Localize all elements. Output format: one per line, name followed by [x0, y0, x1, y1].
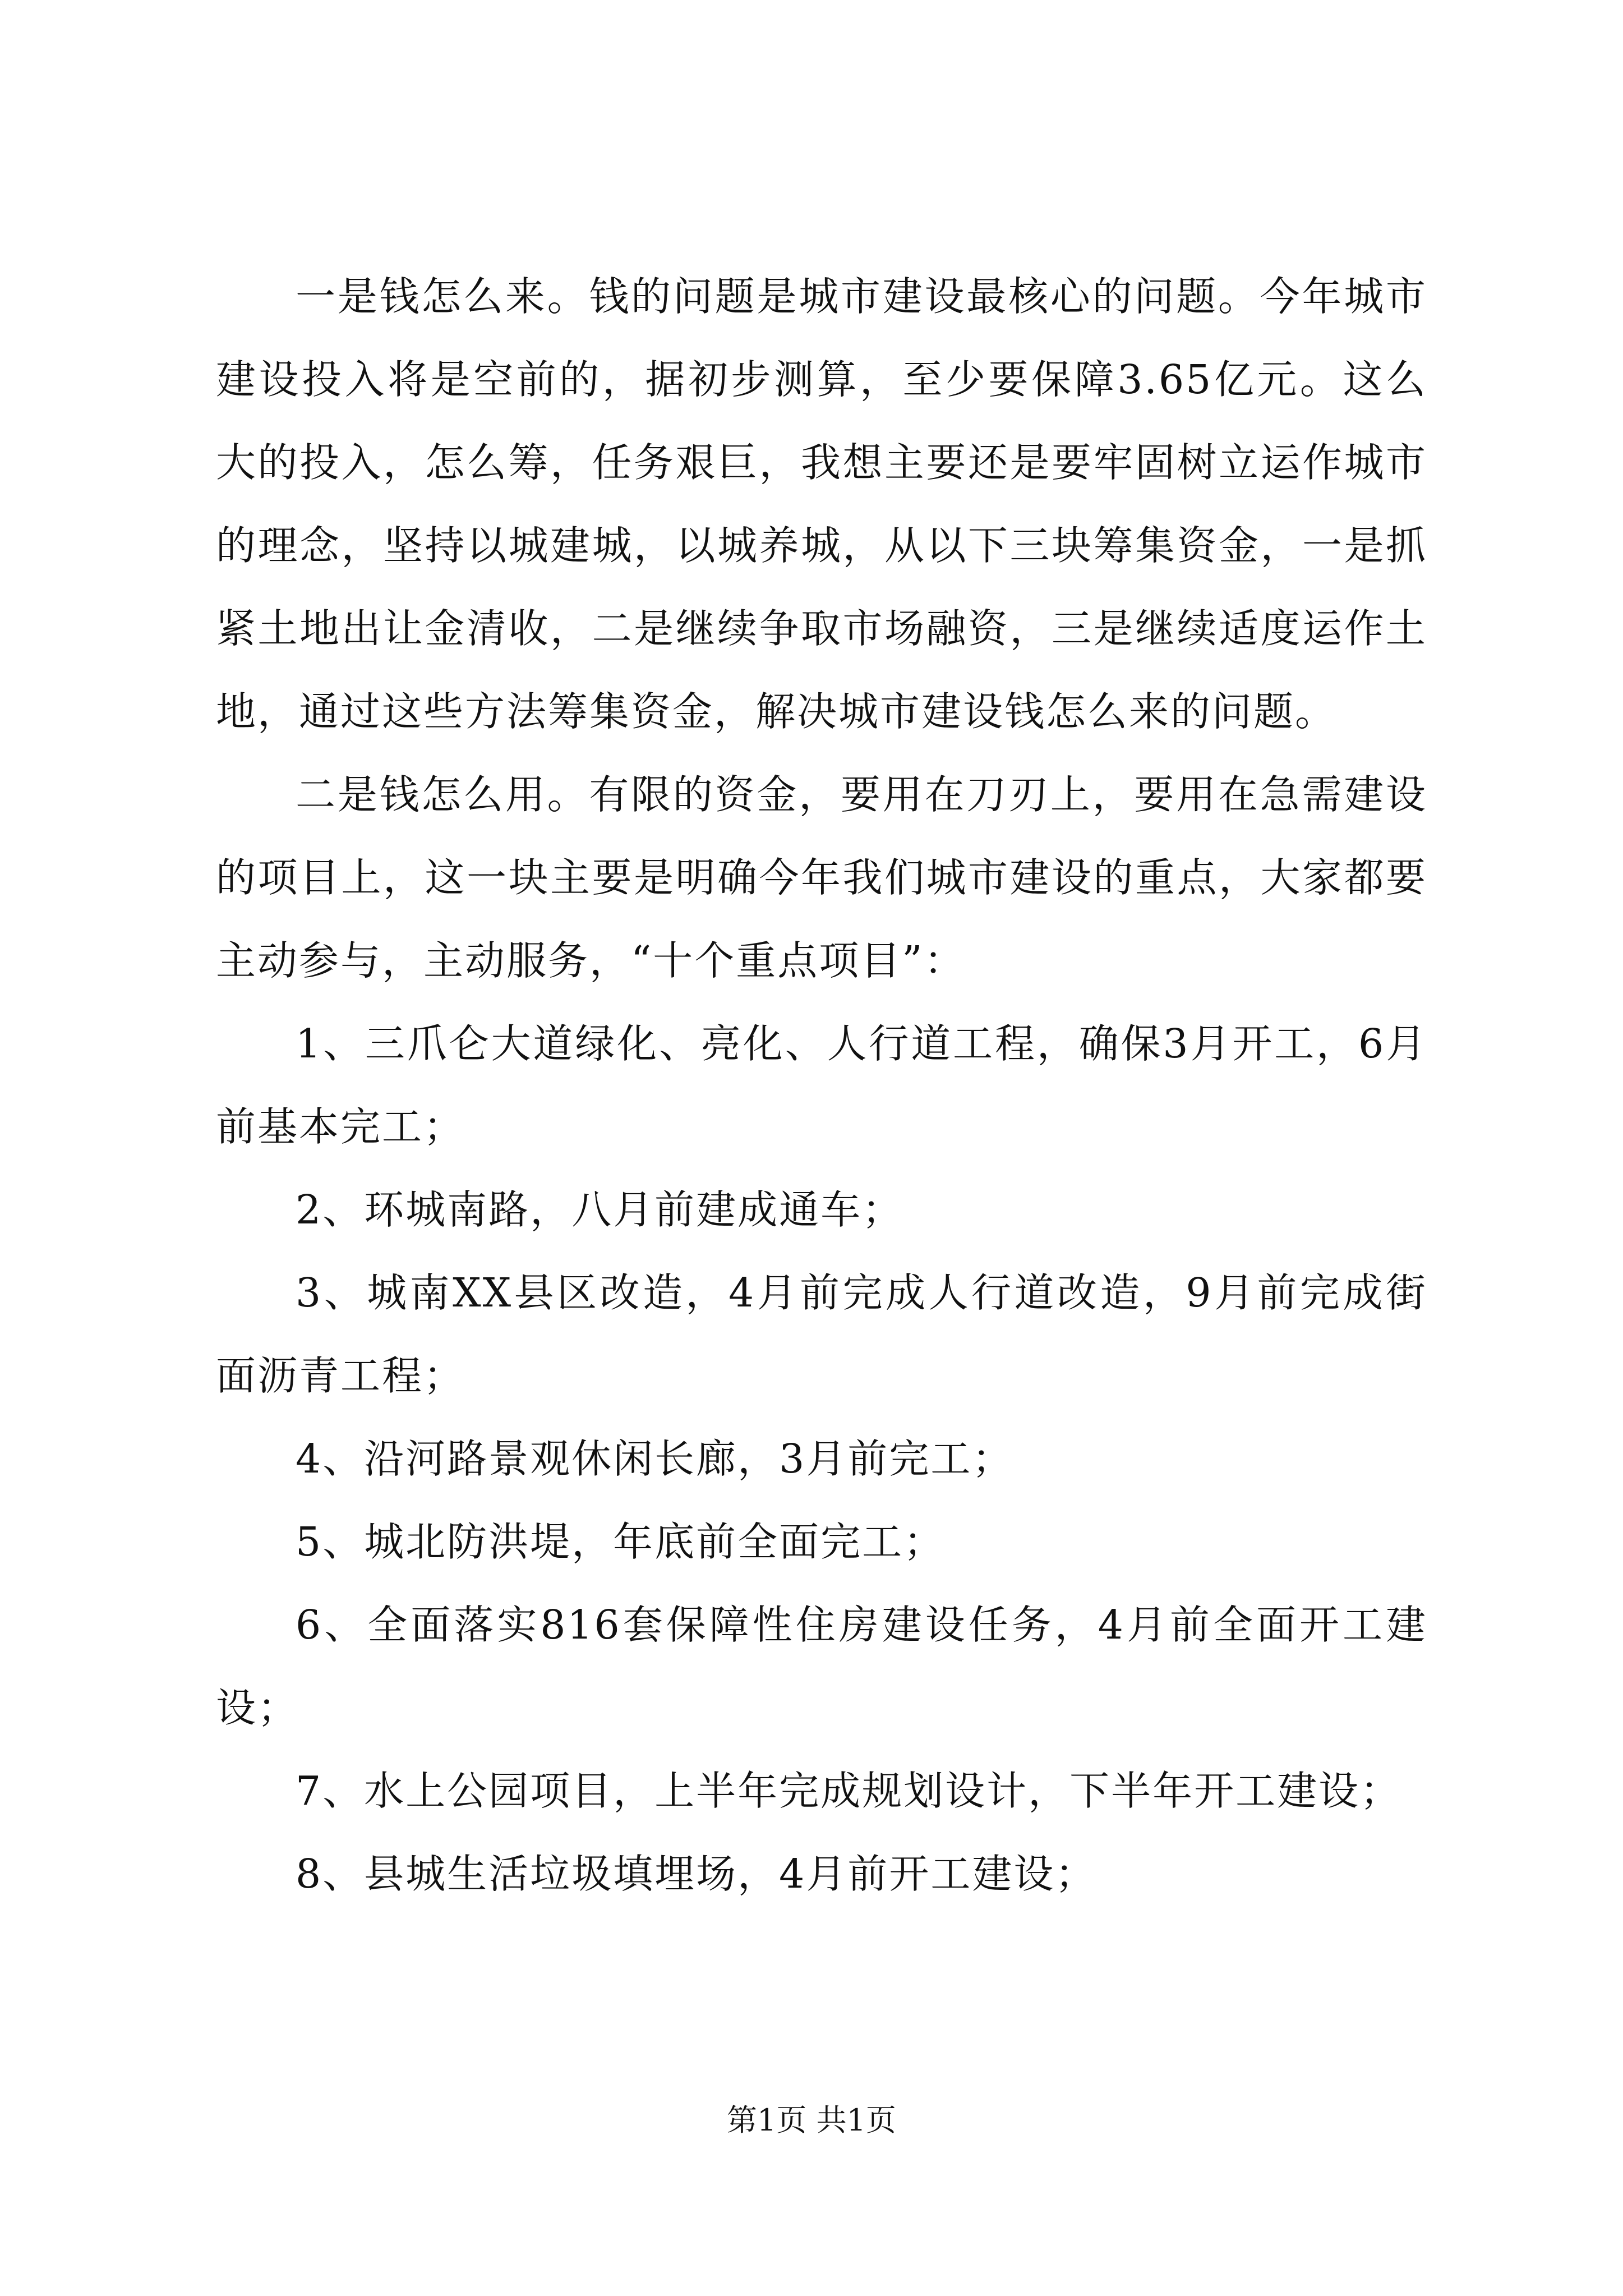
list-item-project-1: 1、三爪仑大道绿化、亮化、人行道工程，确保3月开工，6月前基本完工；	[216, 1020, 1427, 1150]
page-footer: 第1页 共1页	[727, 2102, 896, 2138]
list-item-project-4: 4、沿河路景观休闲长廊，3月前完工；	[296, 1435, 1014, 1482]
list-item-project-3: 3、城南XX县区改造，4月前完成人行道改造，9月前完成街面沥青工程；	[216, 1269, 1427, 1399]
list-item-project-5: 5、城北防洪堤，年底前全面完工；	[296, 1519, 946, 1565]
list-item-project-6: 6、全面落实816套保障性住房建设任务，4月前全面开工建设；	[216, 1602, 1427, 1731]
document-body	[216, 255, 1427, 1916]
paragraph-money-source: 一是钱怎么来。钱的问题是城市建设最核心的问题。今年城市建设投入将是空前的，据初步测算，至少要保障3.65亿元。这么大的投入，怎么筹，任务艰巨，我想主要还是要牢固树立运作城市的理念，坚持以城建城，以城养城，从以下三块筹集资金，一是抓紧土地出让金清收，二是继续争取市场融资，三是继续适度运作土地，通过这些方法筹集资金，解决城市建设钱怎么来的问题。	[216, 273, 1427, 735]
list-item-project-8: 8、县城生活垃圾填埋场，4月前开工建设；	[296, 1851, 1097, 1897]
list-item-project-2: 2、环城南路，八月前建成通车；	[296, 1186, 904, 1233]
list-item-project-7: 7、水上公园项目，上半年完成规划设计，下半年开工建设；	[296, 1768, 1402, 1814]
paragraph-money-use: 二是钱怎么用。有限的资金，要用在刀刃上，要用在急需建设的项目上，这一块主要是明确今年我们城市建设的重点，大家都要主动参与，主动服务，“十个重点项目”：	[216, 771, 1427, 984]
